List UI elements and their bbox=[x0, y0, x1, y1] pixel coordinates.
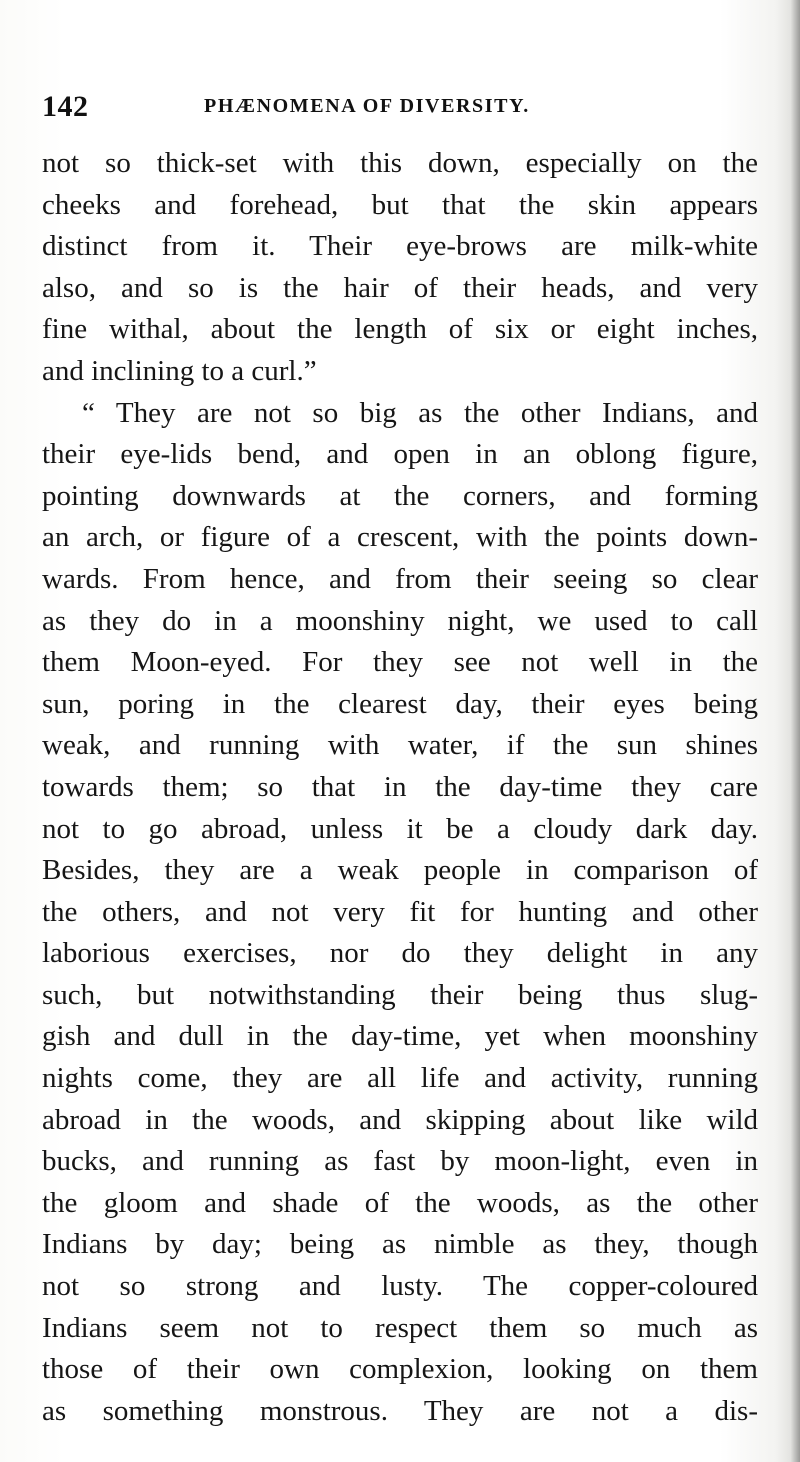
text-line: abroad in the woods, and skipping about like wild bbox=[42, 1103, 758, 1136]
text-line: towards them; so that in the day-time they care bbox=[42, 770, 758, 803]
text-line: gish and dull in the day-time, yet when moonshiny bbox=[42, 1020, 758, 1053]
text-line: fine withal, about the length of six or eight inches, bbox=[42, 313, 758, 346]
text-line: bucks, and running as fast by moon-light, even in bbox=[42, 1145, 758, 1178]
text-line: Indians by day; being as nimble as they, though bbox=[42, 1228, 758, 1261]
body-text bbox=[42, 143, 758, 1432]
running-title: PHÆNOMENA OF DIVERSITY. bbox=[204, 95, 530, 117]
text-line: them Moon-eyed. For they see not well in the bbox=[42, 646, 758, 679]
text-line: as they do in a moonshiny night, we used to call bbox=[42, 604, 758, 637]
text-line: pointing downwards at the corners, and forming bbox=[42, 479, 758, 512]
text-line: Besides, they are a weak people in comparison of bbox=[42, 854, 758, 887]
text-line: the gloom and shade of the woods, as the other bbox=[42, 1186, 758, 1219]
text-line: weak, and running with water, if the sun shines bbox=[42, 729, 758, 762]
text-line: nights come, they are all life and activity, running bbox=[42, 1062, 758, 1095]
text-line: “ They are not so big as the other Indians, and bbox=[82, 396, 758, 429]
text-line: an arch, or figure of a crescent, with the points down- bbox=[42, 521, 758, 554]
text-line: the others, and not very fit for hunting and other bbox=[42, 895, 758, 928]
text-line: not so strong and lusty. The copper-coloured bbox=[42, 1270, 758, 1303]
text-line: distinct from it. Their eye-brows are milk-white bbox=[42, 230, 758, 263]
text-line: Indians seem not to respect them so much as bbox=[42, 1311, 758, 1344]
text-line: cheeks and forehead, but that the skin appears bbox=[42, 188, 758, 221]
text-line: and inclining to a curl.” bbox=[42, 354, 317, 387]
text-line: their eye-lids bend, and open in an oblong figure, bbox=[42, 438, 758, 471]
text-line: sun, poring in the clearest day, their eyes being bbox=[42, 687, 758, 720]
text-line: not to go abroad, unless it be a cloudy dark day. bbox=[42, 812, 758, 845]
running-head bbox=[42, 90, 742, 130]
page-edge-shadow bbox=[790, 0, 800, 1462]
text-line: those of their own complexion, looking on them bbox=[42, 1353, 758, 1386]
text-line: wards. From hence, and from their seeing so clear bbox=[42, 562, 758, 595]
text-line: also, and so is the hair of their heads, and very bbox=[42, 271, 758, 304]
page-number: 142 bbox=[42, 90, 89, 123]
text-line: not so thick-set with this down, especially on the bbox=[42, 147, 758, 179]
text-line: as something monstrous. They are not a dis- bbox=[42, 1394, 758, 1427]
text-line: such, but notwithstanding their being thus slug- bbox=[42, 978, 758, 1011]
text-line: laborious exercises, nor do they delight in any bbox=[42, 937, 758, 970]
